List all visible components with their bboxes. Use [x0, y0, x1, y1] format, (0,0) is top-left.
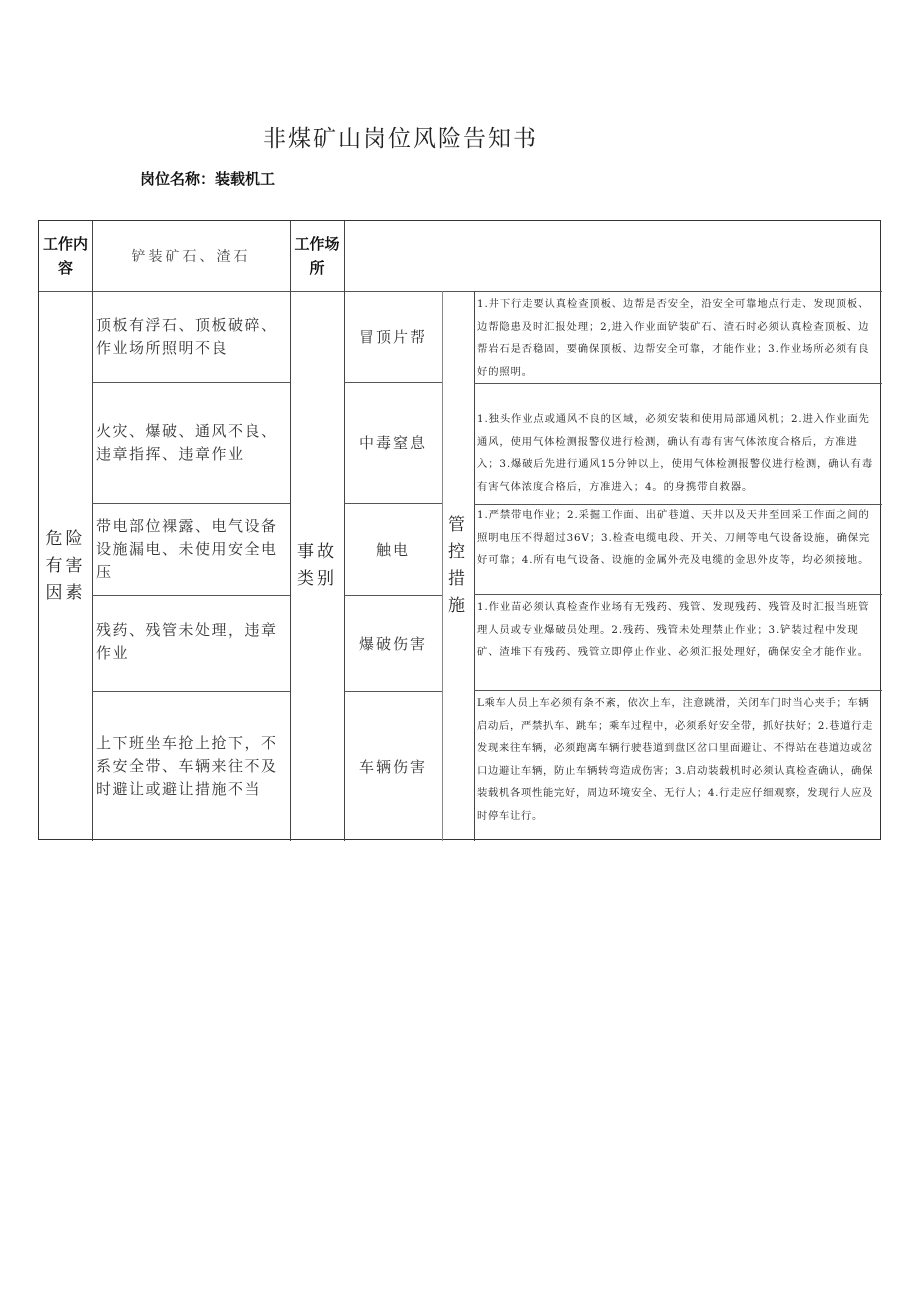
work-place-label: 工作场所: [294, 235, 340, 277]
post-name: 岗位名称：装载机工: [140, 170, 276, 188]
accident-cell: 爆破伤害: [358, 634, 427, 653]
document-title: 非煤矿山岗位风险告知书: [263, 126, 538, 152]
work-content-label: 工作内容: [42, 235, 88, 277]
hazard-group-label: 危险有害因素: [45, 528, 86, 603]
measures-cell: L乘车人员上车必须有条不紊，依次上车，注意跳滑，关闭车门时当心夹手；车辆启动后，严禁扒车、跳车；乘车过程中，必须系好安全带，抓好扶好；2.巷道行走发现来往车辆，必须跑离车辆行驶巷道到盘区岔口里面避让、不得站在巷道边或岔口边避让车辆，防止车辆转弯造成伤害；3.启动装载机时必须认真检查确认，确保装载机各项性能完好，周边环境安全、无行人；4.行走应仔细观察，发现行人应及时停车让行。: [477, 697, 874, 822]
measures-cell: 1.严禁带电作业；2.采掘工作面、出矿巷道、天井以及天井至回采工作面之间的照明电压不得超过36V；3.检查电缆电段、开关、刀闸等电气设备设施，确保完好可靠；4.所有电气设备、设施的金属外壳及电缆的金思外皮等，均必须接地。: [477, 509, 871, 566]
accident-cell: 冒顶片帮: [358, 328, 427, 346]
work-place-value: [344, 221, 882, 291]
hazard-cell: 火灾、爆破、通风不良、违章指挥、违章作业: [96, 421, 278, 463]
hazard-cell: 上下班坐车抢上抢下，不系安全带、车辆来往不及时避让或避让措施不当: [96, 733, 278, 798]
risk-table: [38, 220, 881, 840]
measures-cell: 1.作业苗必须认真检查作业场有无残药、残管、发现残药、残管及时汇报当班管理人员或专业爆破员处理。2.残药、残管未处理禁止作业；3.铲装过程中发现矿、渣堆下有残药、残管立即停止作业、必须汇报处理好，确保安全才能作业。: [477, 601, 870, 658]
work-content-value: 铲装矿石、渣石: [131, 249, 251, 265]
accident-cell: 触电: [375, 540, 410, 559]
measures-cell: 1.独头作业点或通风不良的区域，必须安装和使用局部通风机；2.进入作业面先通风，使用气体检测报警仪进行检测，确认有毒有害气体浓度合格后，方准进入；3.爆破后先进行通风15分钟以上，使用气体检测报警仪进行检测，确认有毒有害气体浓度合格后，方准进入；4。的身携带自救器。: [477, 413, 874, 493]
measures-group-label: 管控措施: [448, 515, 468, 616]
hazard-cell: 顶板有浮石、顶板破碎、作业场所照明不良: [96, 315, 278, 357]
accident-cell: 中毒窒息: [358, 434, 427, 452]
measures-cell: 1.井下行走要认真检查顶板、边帮是否安全，沿安全可靠地点行走、发现顶板、边帮隐患及时汇报处理；2,进入作业面铲装矿石、渣石时必须认真检查顶板、边帮岩石是否稳固，要确保顶板、边帮安全可靠，才能作业；3.作业场所必须有良好的照明。: [477, 298, 870, 378]
hazard-cell: 残药、残管未处理，违章作业: [96, 621, 278, 662]
accident-group-label: 事故类别: [297, 542, 337, 589]
hazard-cell: 带电部位裸露、电气设备设施漏电、未使用安全电压: [96, 516, 278, 581]
accident-cell: 车辆伤害: [358, 757, 427, 776]
